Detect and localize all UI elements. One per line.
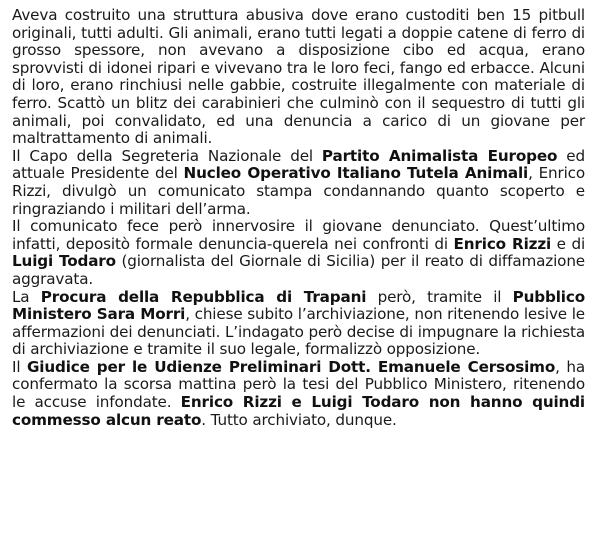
text-run: Il comunicato fece però innervosire il giovane denunciato. Quest’ultimo infatti, depositò formale denuncia-querela nei confronti di — [12, 217, 585, 253]
text-run: e di — [551, 234, 586, 253]
paragraph-complaint — [12, 218, 585, 288]
person-name-todaro: Luigi Todaro — [12, 252, 116, 271]
text-run: La — [12, 287, 41, 306]
prosecutor-name: Pubblico Ministero Sara Morri — [12, 287, 585, 324]
judge-name: Giudice per le Udienze Preliminari Dott. Emanuele Cersosimo — [26, 357, 556, 376]
paragraph-seizure — [12, 7, 585, 148]
text-run: Il Capo della Segreteria Nazionale del — [12, 146, 322, 165]
verdict-statement: Enrico Rizzi e Luigi Todaro non hanno quindi commesso alcun reato — [12, 393, 585, 429]
text-run: ed attuale Presidente del — [12, 146, 585, 183]
paragraph-prosecutor — [12, 289, 585, 359]
text-run: , Enrico Rizzi, divulgò un comunicato stampa condannando quanto scoperto e ringraziando i militari dell’arma. — [12, 164, 585, 218]
text-run: Il — [12, 357, 27, 376]
paragraph-press-release — [12, 148, 585, 218]
party-name: Partito Animalista Europeo — [321, 146, 558, 165]
text-run: però, tramite il — [366, 287, 513, 306]
person-name-rizzi: Enrico Rizzi — [453, 234, 552, 253]
text-run: , ha confermato la scorsa mattina però la tesi del Pubblico Ministero, ritenendo le accuse infondate. — [12, 357, 585, 412]
prosecutor-office: Procura della Repubblica di Trapani — [40, 287, 367, 306]
paragraph-text: Aveva costruito una struttura abusiva dove erano custoditi ben 15 pitbull originali, tutti adulti. Gli animali, erano tutti legati a doppie catene di ferro di grosso spessore, non avevano a disposizione cibo ed acqua, erano sprovvisti di idonei ripari e vivevano tra le loro feci, fango ed erbacce. Alcuni di loro, erano rinchiusi nelle gabbie, costruite illegalmente con materiale di ferro. Scattò un blitz dei carabinieri che culminò con il sequestro di tutti gli animali, poi convalidato, ed una denuncia a carico di un giovane per maltrattamento di animali. — [12, 6, 585, 148]
organization-name: Nucleo Operativo Italiano Tutela Animali — [183, 164, 529, 183]
text-run: , chiese subito l’archiviazione, non ritenendo lesive le affermazioni dei denunciati. L’indagato però decise di impugnare la richiesta di archiviazione e tramite il suo legale, formalizzò opposizione. — [12, 305, 585, 359]
text-run: . Tutto archiviato, dunque. — [201, 410, 397, 429]
text-run: (giornalista del Giornale di Sicilia) per il reato di diffamazione aggravata. — [12, 252, 585, 288]
paragraph-judge — [12, 359, 585, 429]
